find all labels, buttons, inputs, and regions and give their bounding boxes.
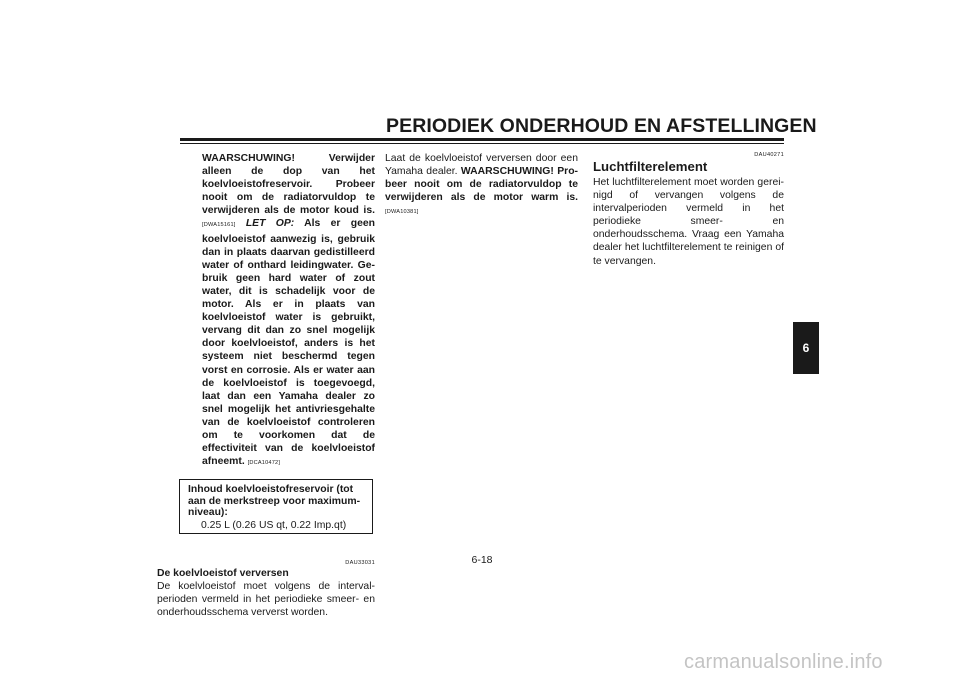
spec-title: Inhoud koelvloeistofreservoir (tot aan de merkstreep voor maximum-niveau): — [188, 484, 361, 519]
caution-label: LET OP: — [245, 218, 295, 230]
column-right — [593, 152, 784, 268]
section-code: DAU33031 — [345, 560, 375, 567]
chapter-tab: 6 — [793, 322, 819, 374]
coolant-warning-block — [157, 152, 375, 470]
coolant-capacity-spec-box — [179, 479, 373, 534]
column-left — [157, 152, 375, 620]
spec-value: 0.25 L (0.26 US qt, 0.22 Imp.qt) — [201, 519, 347, 531]
column-middle — [385, 152, 578, 219]
section-body-air-filter: Het luchtfilterelement moet worden gereinigd of vervangen volgens de intervalperioden vermeld in het periodieke smeer- en onderhoudsschema. Vraag een Yamaha dealer het luchtfilterelement te reinigen of te vervangen. — [593, 177, 784, 267]
section-heading-coolant-change: De koelvloeistof verversen — [157, 568, 289, 580]
caution-code: [DCA10472] — [247, 460, 281, 467]
section-body-coolant-change: De koelvloeistof moet volgens de intervalperioden vermeld in het periodieke smeer- en onderhoudsschema ververst worden. — [157, 581, 375, 619]
warning-code: [DWA15161] — [202, 222, 236, 229]
caution-text: Als er geen koelvloeistof aanwezig is, gebruik dan in plaats daarvan gedistilleerd water of onthard leidingwater. Gebruik geen hard water of zout water, dit is schadelijk voor de motor. Als er in plaats van koelvloeistof water is gebruikt, vervang dit dan zo snel mogelijk door koelvloeistof, anders is het systeem niet beschermd tegen vorst en corrosie. Als er water aan de koelvloeistof is toegevoegd, laat dan een Yamaha dealer zo snel mogelijk het antivriesgehalte van de koelvloeistof controleren om te voorkomen dat de effectiviteit van de koelvloeistof afneemt. — [202, 218, 375, 468]
warning-code-2: [DWA10381] — [385, 209, 419, 216]
page-header-title: PERIODIEK ONDERHOUD EN AFSTELLINGEN — [386, 115, 817, 137]
section-heading-air-filter: Luchtfilterelement — [593, 159, 708, 174]
header-rule-thin — [180, 143, 784, 144]
radiator-cap-warning: WAARSCHUWING! Probeer nooit om de radiatorvuldop te verwijderen als de motor warm is. — [385, 166, 579, 204]
section-code-air-filter: DAU40271 — [754, 152, 784, 158]
header-rule-thick — [180, 138, 784, 141]
coolant-change-body: Laat de koelvloeistof verversen door een Yamaha dealer. — [385, 153, 578, 178]
watermark: carmanualsonline.info — [684, 651, 883, 673]
page-number: 6-18 — [471, 554, 493, 566]
coolant-warning-text: WAARSCHUWING! Verwijder alleen de dop van het koelvloeistofreservoir. Probeer nooit om de radiatorvuldop te verwijderen als de motor koud is. — [202, 153, 375, 217]
